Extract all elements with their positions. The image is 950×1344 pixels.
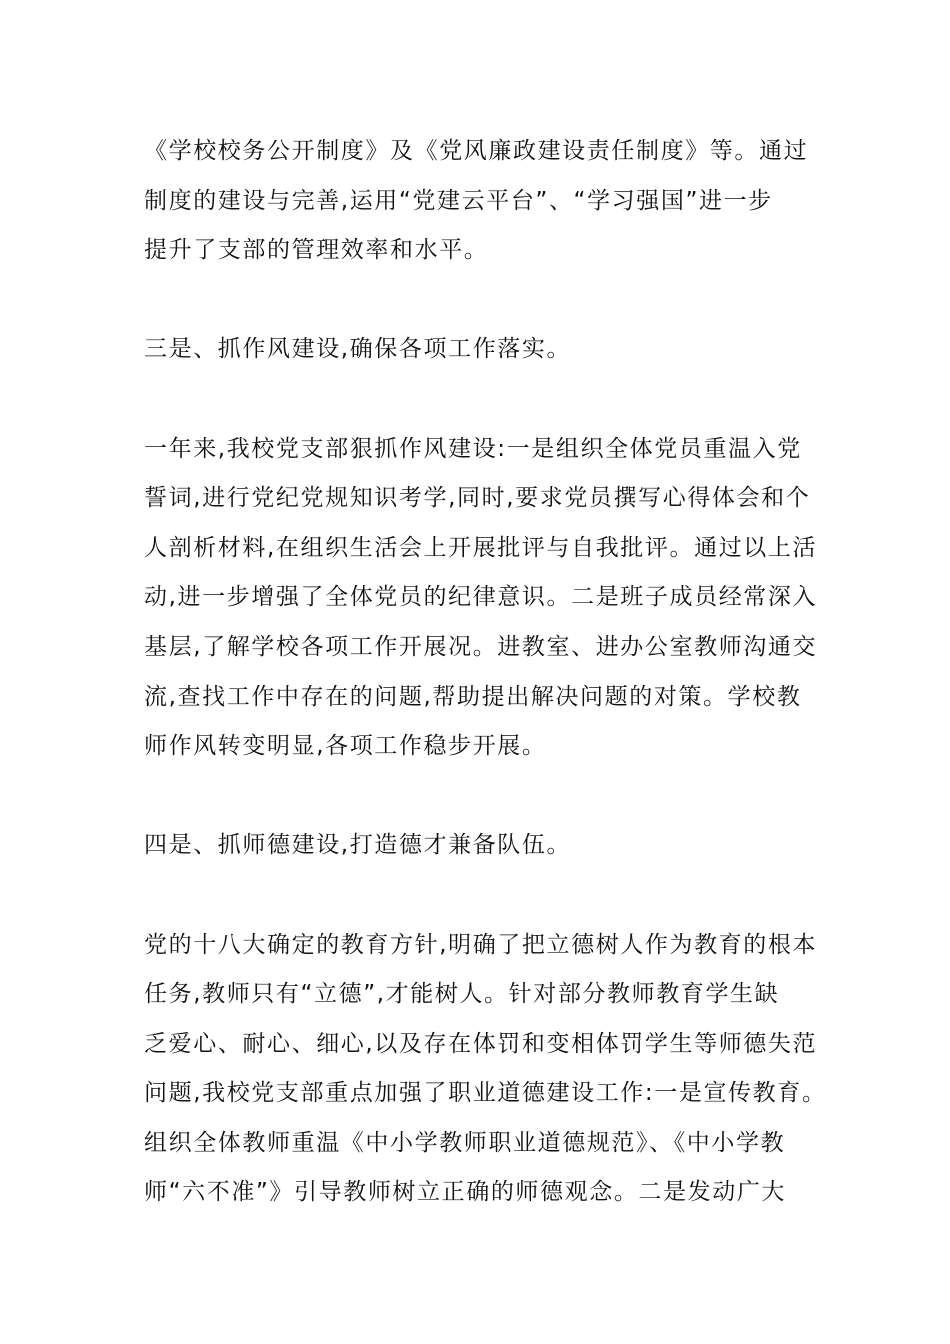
text-line: 师“六不准”》引导教师树立正确的师德观念。二是发动广大 bbox=[144, 1179, 787, 1206]
text-line: 提升了支部的管理效率和水平。 bbox=[144, 237, 489, 264]
paragraph-1 bbox=[144, 127, 844, 276]
text-line: 任务,教师只有“立德”,才能树人。针对部分教师教育学生缺 bbox=[144, 981, 780, 1008]
paragraph-5 bbox=[144, 921, 844, 1219]
heading-line: 三是、抓作风建设,确保各项工作落实。 bbox=[144, 336, 572, 363]
text-line: 一年来,我校党支部狠抓作风建设:一是组织全体党员重温入党 bbox=[144, 435, 802, 462]
text-line: 问题,我校党支部重点加强了职业道德建设工作:一是宣传教育。 bbox=[144, 1080, 827, 1107]
text-line: 师作风转变明显,各项工作稳步开展。 bbox=[144, 733, 547, 760]
text-line: 人剖析材料,在组织生活会上开展批评与自我批评。通过以上活 bbox=[144, 534, 818, 561]
paragraph-3 bbox=[144, 425, 844, 772]
text-line: 乏爱心、耐心、细心,以及存在体罚和变相体罚学生等师德失范 bbox=[144, 1030, 818, 1057]
text-line: 组织全体教师重温《中小学教师职业道德规范》、《中小学教 bbox=[144, 1129, 786, 1156]
section-heading-3 bbox=[144, 325, 844, 375]
text-line: 流,查找工作中存在的问题,帮助提出解决问题的对策。学校教 bbox=[144, 683, 802, 710]
text-line: 《学校校务公开制度》及《党风廉政建设责任制度》等。通过 bbox=[144, 138, 809, 164]
heading-line: 四是、抓师德建设,打造德才兼备队伍。 bbox=[144, 832, 572, 859]
text-line: 动,进一步增强了全体党员的纪律意识。二是班子成员经常深入 bbox=[144, 584, 818, 611]
document-body bbox=[144, 127, 844, 1268]
text-line: 党的十八大确定的教育方针,明确了把立德树人作为教育的根本 bbox=[144, 931, 818, 958]
text-line: 誓词,进行党纪党规知识考学,同时,要求党员撰写心得体会和个 bbox=[144, 485, 811, 512]
text-line: 制度的建设与完善,运用“党建云平台”、“学习强国”进一步 bbox=[144, 187, 773, 214]
section-heading-4 bbox=[144, 821, 844, 871]
text-line: 基层,了解学校各项工作开展况。进教室、进办公室教师沟通交 bbox=[144, 633, 818, 660]
